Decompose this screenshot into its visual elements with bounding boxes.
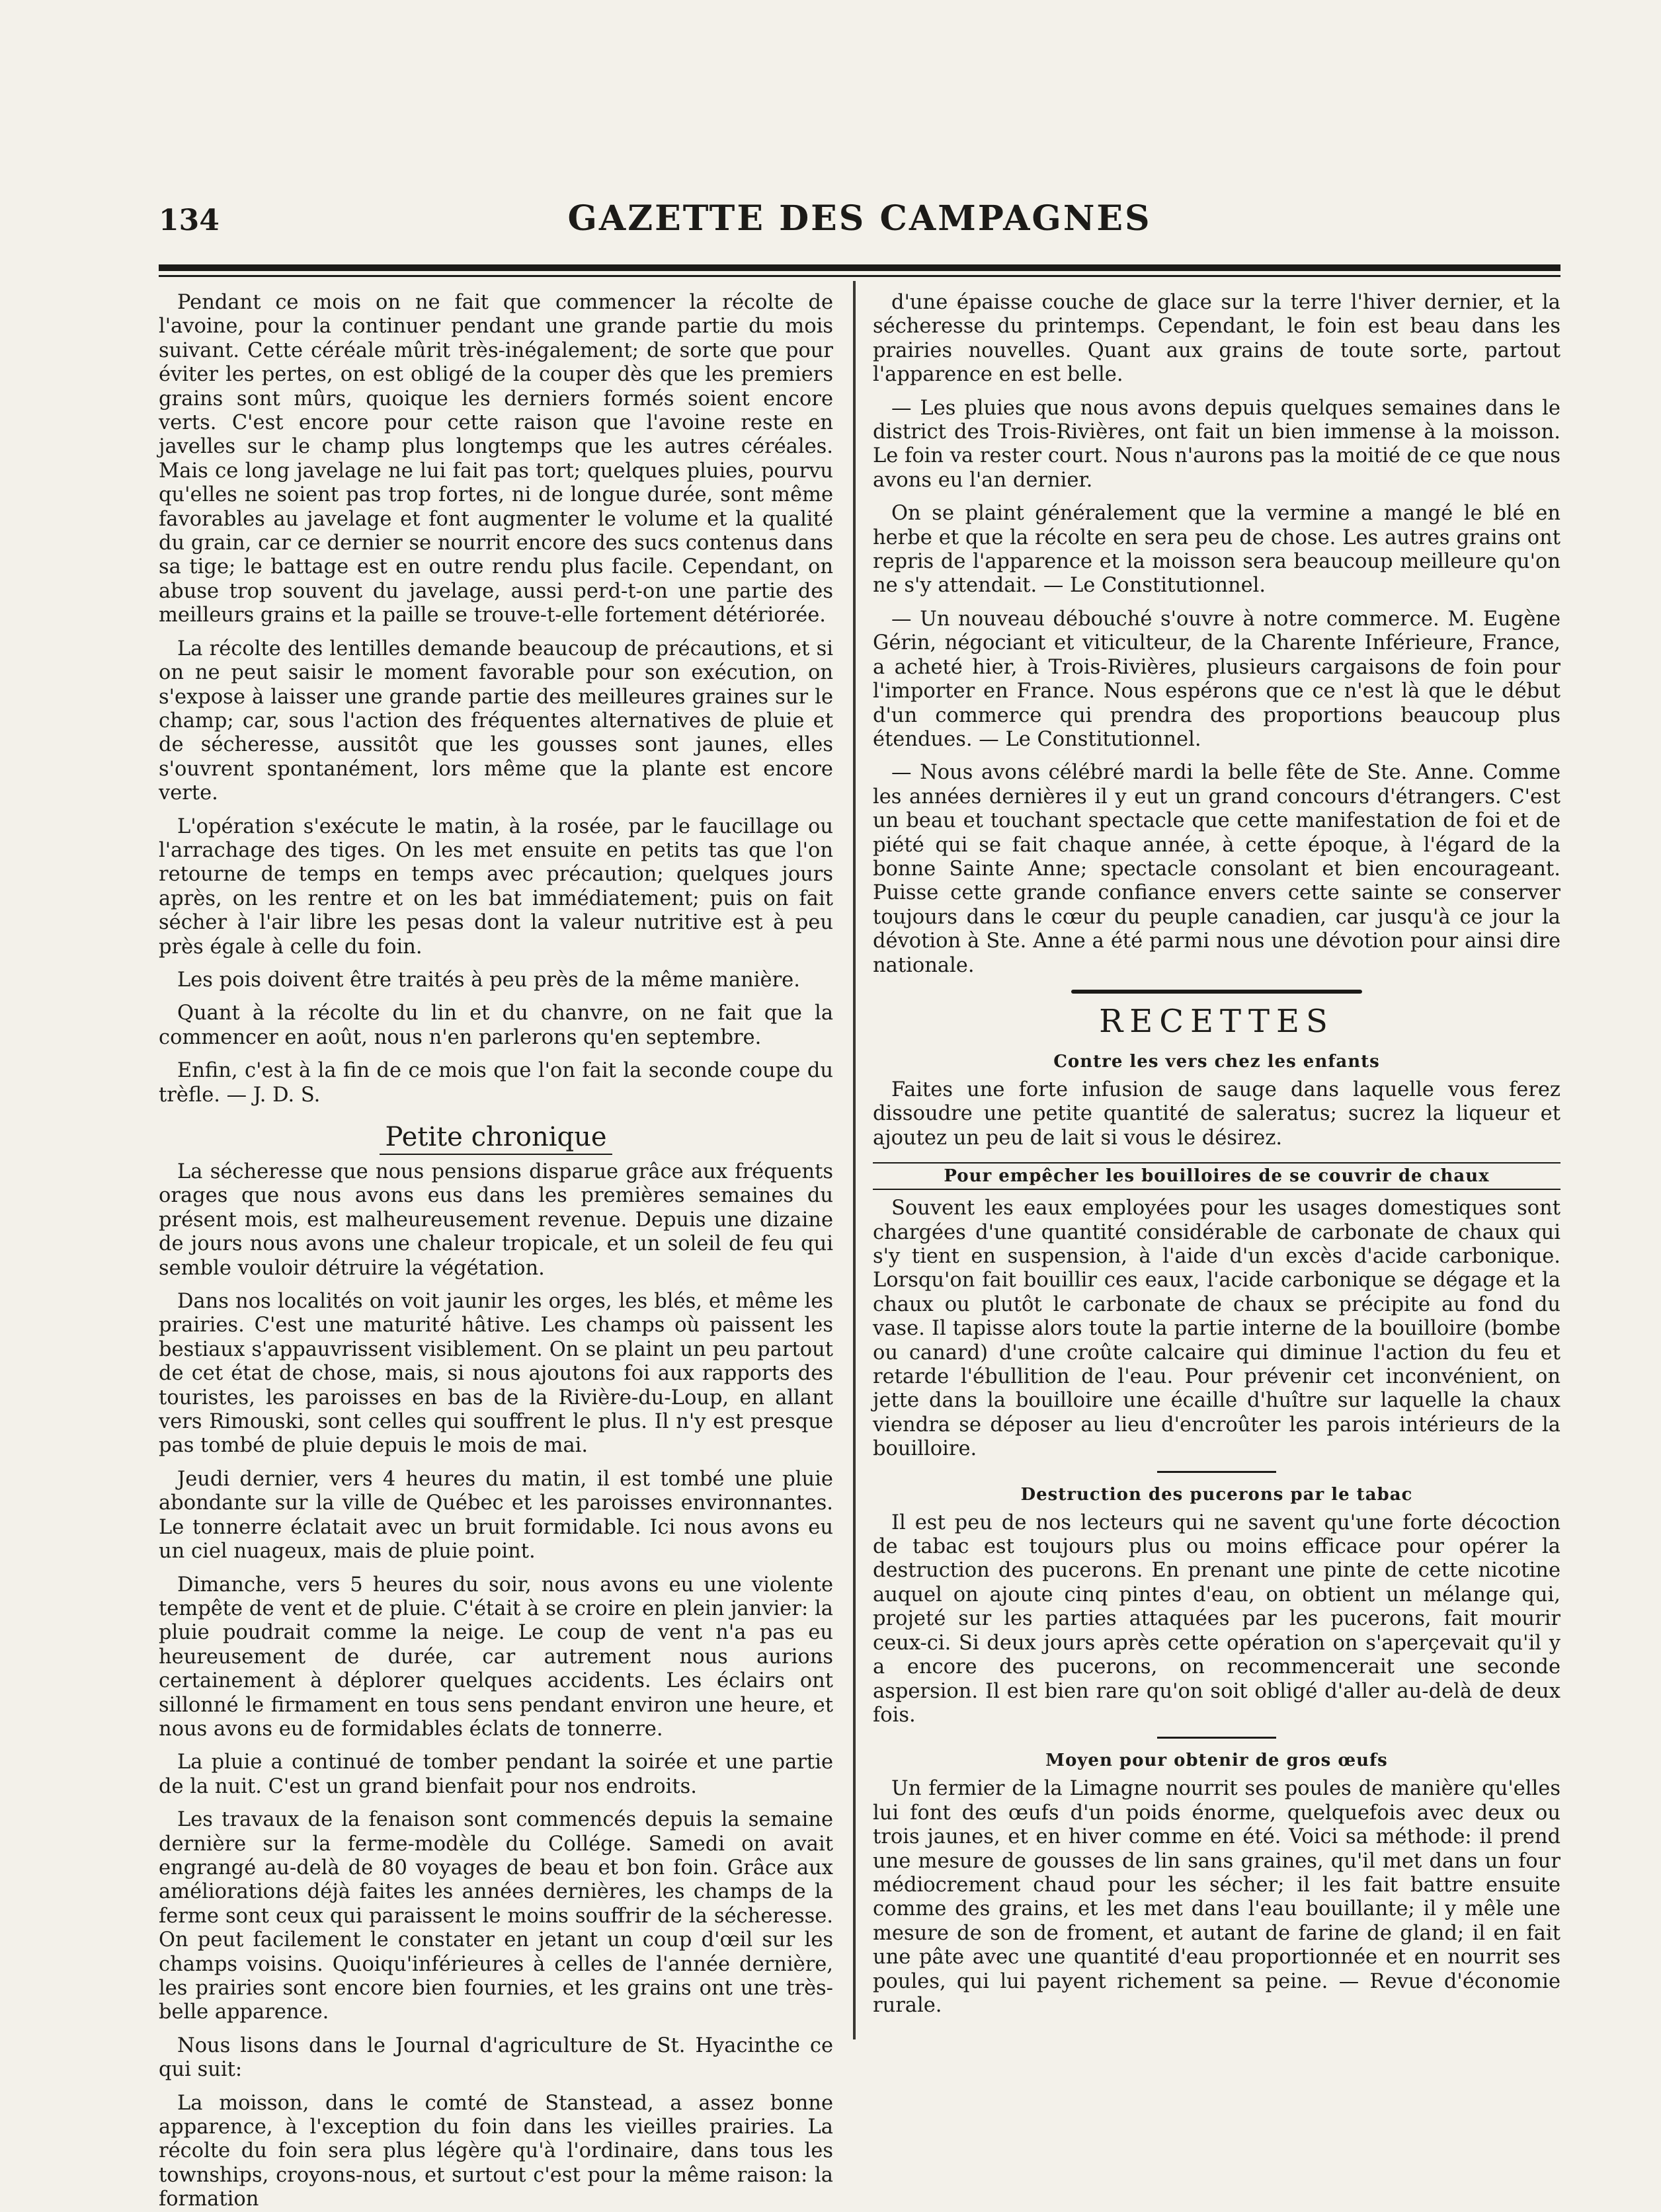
column-divider bbox=[853, 281, 856, 2039]
chronique-paragraph: Les travaux de la fenaison sont commencés depuis la semaine dernière sur la ferme-modèle du Collége. Samedi on avait engrangé au-delà de 80 voyages de beau et bon foin. Grâce aux améliorations déjà faites les années dernières, les champs de la ferme sont ceux qui paraissent le moins souffrir de la sécheresse. On peut facilement le constater en jetant un coup d'œil sur les champs voisins. Quoiqu'inférieures à celles de l'année dernière, les prairies sont encore bien fournies, et les grains ont une très-belle apparence. bbox=[159, 1808, 833, 2024]
recipe-text: Faites une forte infusion de sauge dans laquelle vous ferez dissoudre une petite quantité de saleratus; sucrez la liqueur et ajoutez un peu de lait si vous le désirez. bbox=[873, 1078, 1560, 1150]
article-paragraph: Enfin, c'est à la fin de ce mois que l'on fait la seconde coupe du trèfle. — J. D. S. bbox=[159, 1059, 833, 1107]
chronique-paragraph: La moisson, dans le comté de Stanstead, a assez bonne apparence, à l'exception du foin dans les vieilles prairies. La récolte du foin sera plus légère qu'à l'ordinaire, dans tous les townships, croyons-nous, et surtout c'est pour la même raison: la formation bbox=[159, 2091, 833, 2211]
chronique-heading bbox=[159, 1122, 833, 1152]
chronique-title: Petite chronique bbox=[380, 1122, 612, 1155]
chronique-paragraph: Jeudi dernier, vers 4 heures du matin, il est tombé une pluie abondante sur la ville de Québec et les paroisses environnantes. Le tonnerre éclatait avec un bruit formidable. Ici nous avons eu un ciel nuageux, mais de pluie point. bbox=[159, 1467, 833, 1563]
recettes-title: RECETTES bbox=[1099, 1002, 1334, 1040]
article-paragraph: d'une épaisse couche de glace sur la terre l'hiver dernier, et la sécheresse du printemps. Cependant, le foin est beau dans les prairies nouvelles. Quant aux grains de toute sorte, partout l'apparence en est belle. bbox=[873, 291, 1560, 387]
article-paragraph: On se plaint généralement que la vermine a mangé le blé en herbe et que la récolte en sera peu de chose. Les autres grains ont repris de l'apparence et la moisson sera beaucoup meilleure qu'on ne s'y attendait. — Le Constitutionnel. bbox=[873, 502, 1560, 598]
header-rule-thin bbox=[159, 275, 1560, 277]
chronique-paragraph: La sécheresse que nous pensions disparue grâce aux fréquents orages que nous avons eus dans les premières semaines du présent mois, est malheureusement revenue. Depuis une dizaine de jours nous avons une chaleur tropicale, et un soleil de feu qui semble vouloir détruire la végétation. bbox=[159, 1160, 833, 1280]
chronique-paragraph: La pluie a continué de tomber pendant la soirée et une partie de la nuit. C'est un grand bienfait pour nos endroits. bbox=[159, 1751, 833, 1798]
left-column bbox=[159, 291, 833, 2211]
chronique-paragraph: Dans nos localités on voit jaunir les orges, les blés, et même les prairies. C'est une maturité hâtive. Les champs où paissent les bestiaux s'appauvrissent visiblement. On se plaint un peu partout de cet état de chose, mais, si nous ajoutons foi aux rapports des touristes, les paroisses en bas de la Rivière-du-Loup, en allant vers Rimouski, sont celles qui souffrent le plus. Il n'y est presque pas tombé de pluie depuis le mois de mai. bbox=[159, 1290, 833, 1458]
recipe-separator bbox=[1157, 1737, 1276, 1739]
article-paragraph: — Un nouveau débouché s'ouvre à notre commerce. M. Eugène Gérin, négociant et viticulteur, de la Charente Inférieure, France, a acheté hier, à Trois-Rivières, plusieurs cargaisons de foin pour l'importer en France. Nous espérons que ce n'est là que le début d'un commerce qui prendra des proportions beaucoup plus étendues. — Le Constitutionnel. bbox=[873, 607, 1560, 751]
article-paragraph: — Nous avons célébré mardi la belle fête de Ste. Anne. Comme les années dernières il y eut un grand concours d'étrangers. C'est un beau et touchant spectacle que cette manifestation de foi et de piété qui se fait chaque année, à cette époque, à l'égard de la bonne Sainte Anne; spectacle consolant et bien encourageant. Puisse cette grande confiance envers cette sainte se conserver toujours dans le cœur du peuple canadien, car jusqu'à ce jour la dévotion à Ste. Anne a été parmi nous une dévotion pour ainsi dire nationale. bbox=[873, 761, 1560, 977]
recipe-text: Un fermier de la Limagne nourrit ses poules de manière qu'elles lui font des œufs d'un poids énorme, quelquefois avec deux ou trois jaunes, et en hiver comme en été. Voici sa méthode: il prend une mesure de gousses de lin sans graines, qu'il met dans un four médiocrement chaud pour les sécher; il les fait battre ensuite comme des grains, et les met dans l'eau bouillante; il y mêle une mesure de son de froment, et autant de farine de gland; il en fait une pâte avec une quantité d'eau proportionnée et en nourrit ses poules, qui lui payent richement sa peine. — Revue d'économie rurale. bbox=[873, 1777, 1560, 2017]
right-column bbox=[873, 291, 1560, 2049]
article-paragraph: Quant à la récolte du lin et du chanvre, on ne fait que la commencer en août, nous n'en parlerons qu'en septembre. bbox=[159, 1002, 833, 1049]
recipe-heading: Pour empêcher les bouilloires de se couvrir de chaux bbox=[873, 1162, 1560, 1190]
recipe-text: Il est peu de nos lecteurs qui ne savent qu'une forte décoction de tabac est toujours plus ou moins efficace pour opérer la destruction des pucerons. En prenant une pinte de cette nicotine auquel on ajoute cinq pintes d'eau, on obtient un mélange qui, projeté sur les parties attaquées par les pucerons, fait mourir ceux-ci. Si deux jours après cette opération on s'aperçevait qu'il y a encore des pucerons, on recommencerait une seconde aspersion. Il est bien rare qu'on soit obligé d'aller au-delà de deux fois. bbox=[873, 1511, 1560, 1727]
chronique-paragraph: Nous lisons dans le Journal d'agriculture de St. Hyacinthe ce qui suit: bbox=[159, 2034, 833, 2082]
page-number: 134 bbox=[159, 204, 220, 237]
recipe-heading: Destruction des pucerons par le tabac bbox=[1020, 1484, 1413, 1505]
section-rule bbox=[1071, 990, 1362, 994]
article-paragraph: La récolte des lentilles demande beaucoup de précautions, et si on ne peut saisir le moment favorable pour son exécution, on s'expose à laisser une grande partie des meilleures graines sur le champ; car, sous l'action des fréquentes alternatives de pluie et de sécheresse, aussitôt que les gousses sont jaunes, elles s'ouvrent spontanément, lors même que la plante est encore verte. bbox=[159, 637, 833, 805]
recipe-heading: Moyen pour obtenir de gros œufs bbox=[1045, 1751, 1388, 1771]
header-rule-thick bbox=[159, 264, 1560, 271]
article-paragraph: Pendant ce mois on ne fait que commencer la récolte de l'avoine, pour la continuer pendant une grande partie du mois suivant. Cette céréale mûrit très-inégalement; de sorte que pour éviter les pertes, on est obligé de la couper dès que les premiers grains sont mûrs, quoique les derniers formés soient encore verts. C'est encore pour cette raison que l'avoine reste en javelles sur le champ plus longtemps que les autres céréales. Mais ce long javelage ne lui fait pas tort; quelques pluies, pourvu qu'elles ne soient pas trop fortes, ni de longue durée, sont même favorables au javelage et font augmenter le volume et la qualité du grain, car ce dernier se nourrit encore des sucs contenus dans sa tige; le battage est en outre rendu plus facile. Cependant, on abuse trop souvent du javelage, aussi perd-t-on une partie des meilleurs grains et la paille se trouve-t-elle fortement détériorée. bbox=[159, 291, 833, 627]
chronique-paragraph: Dimanche, vers 5 heures du soir, nous avons eu une violente tempête de vent et de pluie. C'était à se croire en plein janvier: la pluie poudrait comme la neige. Le coup de vent n'a pas eu heureusement de durée, car autrement nous aurions certainement à déplorer quelques accidents. Les éclairs ont sillonné le firmament en tous sens pendant environ une heure, et nous avons eu de formidables éclats de tonnerre. bbox=[159, 1573, 833, 1741]
recipe-heading: Contre les vers chez les enfants bbox=[1053, 1051, 1380, 1072]
masthead-title: GAZETTE DES CAMPAGNES bbox=[567, 198, 1152, 239]
article-paragraph: L'opération s'exécute le matin, à la rosée, par le faucillage ou l'arrachage des tiges. On les met ensuite en petits tas que l'on retourne de temps en temps avec précaution; quelques jours après, on les rentre et on les bat immédiatement; puis on fait sécher à l'air libre les pesas dont la valeur nutritive est à peu près égale à celle du foin. bbox=[159, 814, 833, 959]
recipe-text: Souvent les eaux employées pour les usages domestiques sont chargées d'une quantité considérable de carbonate de chaux qui s'y tient en suspension, à l'aide d'un excès d'acide carbonique. Lorsqu'on fait bouillir ces eaux, l'acide carbonique se dégage et la chaux ou plutôt le carbonate de chaux se précipite au fond du vase. Il tapisse alors toute la partie interne de la bouilloire (bombe ou canard) d'une croûte calcaire qui diminue l'action du feu et retarde l'ébullition de l'eau. Pour prévenir cet inconvénient, on jette dans la bouilloire une écaille d'huître sur laquelle la chaux viendra se déposer au lieu d'encroûter les parois intérieurs de la bouilloire. bbox=[873, 1197, 1560, 1461]
recipe-separator bbox=[1157, 1471, 1276, 1473]
page-header bbox=[159, 185, 1560, 264]
article-paragraph: — Les pluies que nous avons depuis quelques semaines dans le district des Trois-Rivières, ont fait un bien immense à la moisson. Le foin va rester court. Nous n'aurons pas la moitié de ce que nous avons eu l'an dernier. bbox=[873, 396, 1560, 492]
article-paragraph: Les pois doivent être traités à peu près de la même manière. bbox=[177, 968, 800, 992]
